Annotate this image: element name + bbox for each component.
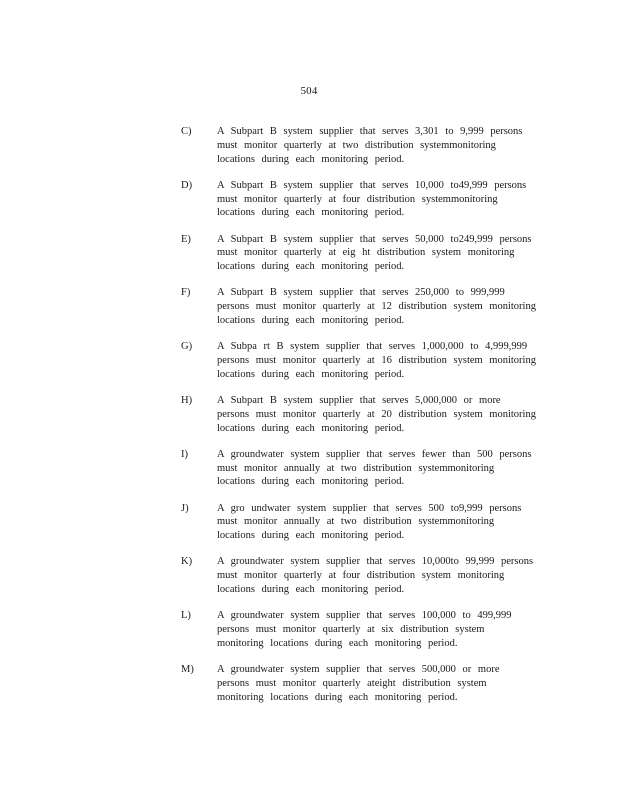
item-letter: I) — [181, 448, 188, 460]
item-letter: H) — [181, 394, 193, 406]
list-item-c — [181, 125, 541, 179]
item-letter: L) — [181, 610, 191, 622]
list-item-h — [181, 394, 541, 448]
item-text: A groundwater system supplier that serves 10,000to 99,999 persons must monitor quarterly at four distribution system monitoring locations during each monitoring period. — [217, 556, 534, 595]
item-text: A Subpart B system supplier that serves 10,000 to49,999 persons must monitor quarterly at four distribution systemmonitoring locations during each monitoring period. — [217, 179, 527, 219]
list-item-i — [181, 448, 541, 502]
monitoring-requirements-list — [181, 125, 541, 717]
list-item-m — [181, 663, 541, 717]
list-item-f — [181, 286, 541, 340]
list-item-d — [181, 179, 541, 233]
item-letter: G) — [181, 341, 193, 353]
item-letter: K) — [181, 556, 193, 568]
item-letter: C) — [181, 126, 192, 137]
item-letter: F) — [181, 287, 191, 299]
item-text: A Subpart B system supplier that serves 50,000 to249,999 persons must monitor quarterly at eig ht distribution system monitoring locations during each monitoring period. — [217, 233, 532, 273]
item-letter: M) — [181, 663, 194, 675]
list-item-k — [181, 555, 541, 609]
item-text: A groundwater system supplier that serves 500,000 or more persons must monitor quarterly ateight distribution system monitoring locations during each monitoring period. — [217, 663, 500, 703]
item-text: A Subpa rt B system supplier that serves 1,000,000 to 4,999,999 persons must monitor quarterly at 16 distribution system monitoring locations during each monitoring period. — [217, 341, 536, 380]
page-number: 504 — [300, 85, 318, 97]
item-text: A gro undwater system supplier that serves 500 to9,999 persons must monitor annually at two distribution systemmonitoring locations during each monitoring period. — [217, 502, 522, 542]
item-text: A Subpart B system supplier that serves 3,301 to 9,999 persons must monitor quarterly at two distribution systemmonitoring locations during each monitoring period. — [217, 126, 523, 165]
item-letter: J) — [181, 502, 189, 514]
list-item-j — [181, 502, 541, 556]
item-text: A Subpart B system supplier that serves 250,000 to 999,999 persons must monitor quarterly at 12 distribution system monitoring locations during each monitoring period. — [217, 287, 536, 326]
item-text: A groundwater system supplier that serves 100,000 to 499,999 persons must monitor quarterly at six distribution system monitoring locations during each monitoring period. — [217, 610, 512, 649]
list-item-g — [181, 340, 541, 394]
item-letter: D) — [181, 179, 193, 191]
item-letter: E) — [181, 233, 191, 245]
list-item-e — [181, 233, 541, 287]
list-item-l — [181, 609, 541, 663]
item-text: A groundwater system supplier that serves fewer than 500 persons must monitor annually at two distribution systemmonitoring locations during each monitoring period. — [217, 448, 532, 488]
item-text: A Subpart B system supplier that serves 5,000,000 or more persons must monitor quarterly at 20 distribution system monitoring locations during each monitoring period. — [217, 394, 536, 434]
